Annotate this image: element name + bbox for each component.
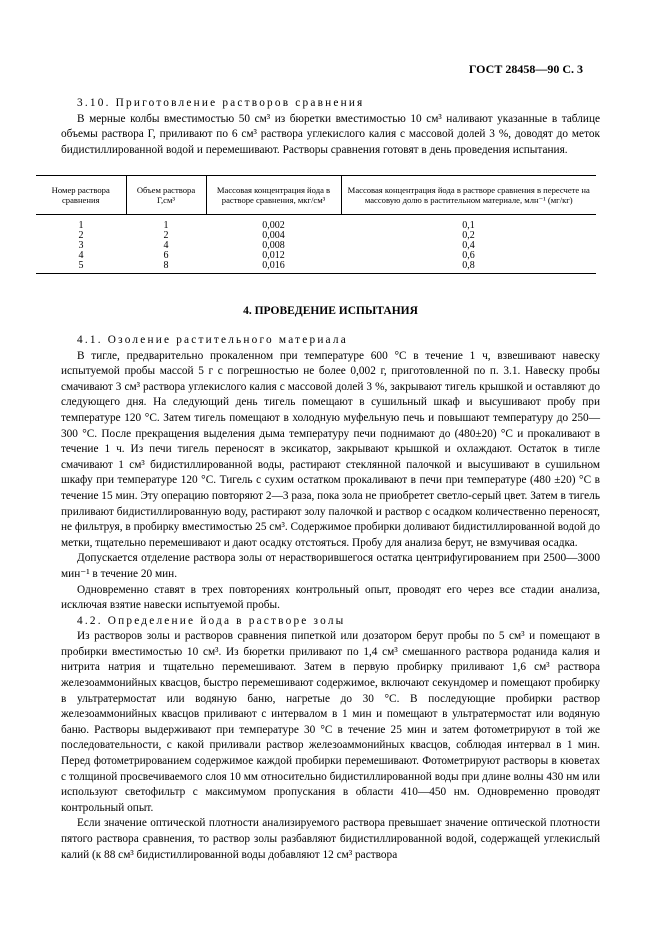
- page-header: ГОСТ 28458—90 С. 3: [468, 62, 583, 76]
- table-row: [36, 251, 596, 261]
- table-header-cell: Объем раствора Г,см³: [126, 176, 206, 215]
- table-cell: 3: [78, 240, 84, 251]
- comparison-solutions-table: [36, 175, 596, 274]
- table-cell: 1: [78, 220, 84, 231]
- table-cell: 0,004: [262, 230, 285, 241]
- table-header-cell: Номер раствора сравнения: [36, 176, 126, 215]
- table-header-cell: Массовая концентрация йода в растворе сравнения, мкг/см³: [206, 176, 341, 215]
- table-row: [36, 261, 596, 274]
- table-cell: 8: [126, 261, 206, 274]
- table-header-row: [36, 176, 596, 215]
- table-row: [36, 241, 596, 251]
- subsection-title-4-2: 4.2. Определение йода в растворе золы: [77, 614, 346, 627]
- section-3-10: [61, 96, 600, 158]
- section-4-title: 4. ПРОВЕДЕНИЕ ИСПЫТАНИЯ: [243, 305, 418, 317]
- paragraph-4-2-a: Из растворов золы и растворов сравнения пипеткой или дозатором берут пробы по 5 см³ и помещают в пробирки вместимостью 10 см³. Из бюретки приливают по 1,4 см³ смешанного раствора роданида калия и нитрита натрия и тщательно перемешивают. Затем в первую пробирку приливают 1,6 см³ раствора железоаммонийных квасцов, быстро перемешивают содержимое, включают секундомер и помещают пробирку в ультратермостат или водяную баню, нагретые до 30 °С. В последующие пробирки раствор железоаммонийных квасцов приливают с интервалом в 1 мин и помещают в ультратермостат или водяную баню. Растворы выдерживают при температуре 30 °С в течение 25 мин и затем фотометрируют в той же последовательности, с какой приливали раствор железоаммонийных квасцов, соблюдая интервал в 1 мин. Перед фотометрированием содержимое каждой пробирки перемешивают. Фотометрируют растворы в кюветах с толщиной просвечиваемого слоя 10 мм относительно бидистиллированной воды при длине волны 430 нм или используют светофильтр с максимумом пропускания в области 410—450 нм. Одновременно проводят контрольный опыт.: [61, 630, 600, 814]
- table-cell: 2: [163, 230, 169, 241]
- table-cell: 0,008: [262, 240, 285, 251]
- table-cell: 0,1: [462, 220, 475, 231]
- table-cell: 4: [163, 240, 169, 251]
- table-cell: 2: [78, 230, 84, 241]
- table-row: [36, 215, 596, 232]
- table-cell: 0,002: [262, 220, 285, 231]
- paragraph-4-2-b: Если значение оптической плотности анализируемого раствора превышает значение оптической плотности пятого раствора сравнения, то раствор золы разбавляют бидистиллированной водой, содержащей углекислый калий (к 88 см³ бидистиллированной воды добавляют 12 см³ раствора: [61, 817, 600, 861]
- paragraph-4-1-a: В тигле, предварительно прокаленном при температуре 600 °С в течение 1 ч, взвешивают навеску испытуемой пробы массой 5 г с погрешностью не более 0,002 г, приготовленной по п. 3.1. Навеску пробы смачивают 3 см³ раствора углекислого калия с массовой долей 3 %, закрывают тигель крышкой и оставляют до следующего дня. На следующий день тигель помещают в сушильный шкаф и высушивают пробу при температуре 120 °С. Затем тигель помещают в холодную муфельную печь и повышают температуру до 250—300 °С. После прекращения выделения дыма температуру печи поднимают до (480±20) °С и прокаливают в течение 1 ч. Из печи тигель переносят в эксикатор, закрывают крышкой и охлаждают. Остаток в тигле смачивают 1 см³ бидистиллированной воды, растирают стеклянной палочкой и высушивают в сушильном шкафу при температуре 120 °С. Тигель с сухим остатком прокаливают в печи при температуре (480 ±20) °С в течение 15 мин. Эту операцию повторяют 2—3 раза, пока зола не приобретет светло-серый цвет. Затем в тигель приливают бидистиллированную воду, растирают золу палочкой и раствор с осадком количественно переносят, не фильтруя, в пробирку вместимостью 25 см³. Содержимое пробирки доливают бидистиллированной водой до метки, тщательно перемешивают и дают осадку отстояться. Пробу для анализа берут, не взмучивая осадка.: [61, 349, 600, 549]
- table-header-cell: Массовая концентрация йода в растворе сравнения в пересчете на массовую долю в растительном материале, млн⁻¹ (мг/кг): [341, 176, 596, 215]
- table-cell: 0,6: [462, 250, 475, 261]
- subsection-title-4-1: 4.1. Озоление растительного материала: [77, 334, 348, 346]
- paragraph-4-1-b: Допускается отделение раствора золы от нерастворившегося остатка центрифугированием при 2500—3000 мин⁻¹ в течение 20 мин.: [61, 552, 600, 580]
- table-cell: 6: [163, 250, 169, 261]
- table-row: [36, 231, 596, 241]
- table-cell: 0,4: [462, 240, 475, 251]
- table-cell: 0,016: [206, 261, 341, 274]
- table-cell: 0,2: [462, 230, 475, 241]
- table-cell: 0,012: [262, 250, 285, 261]
- section-4-body: [61, 333, 600, 863]
- table-cell: 4: [78, 250, 84, 261]
- subsection-title-3-10: 3.10. Приготовление растворов сравнения: [77, 97, 365, 109]
- table-cell: 5: [36, 261, 126, 274]
- table-cell: 0,8: [341, 261, 596, 274]
- paragraph-3-10: В мерные колбы вместимостью 50 см³ из бюретки вместимостью 10 см³ наливают указанные в таблице объемы раствора Г, приливают по 6 см³ раствора углекислого калия с массовой долей 3 %, доводят до меток бидистиллированной водой и перемешивают. Растворы сравнения готовят в день проведения испытания.: [61, 112, 600, 156]
- paragraph-4-1-c: Одновременно ставят в трех повторениях контрольный опыт, проводят его через все стадии анализа, исключая взятие навески испытуемой пробы.: [61, 583, 600, 612]
- table-cell: 1: [163, 220, 169, 231]
